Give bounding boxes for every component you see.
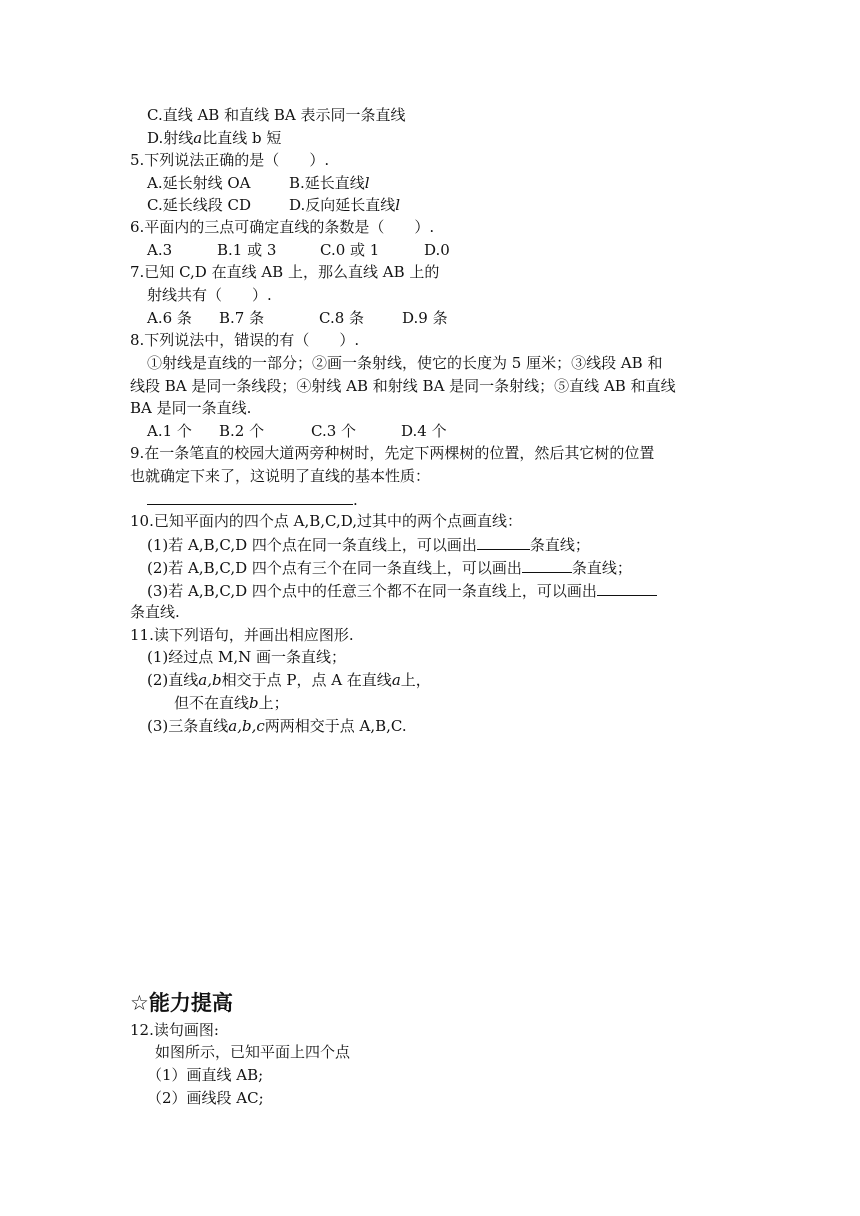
q6-options	[147, 239, 450, 261]
q10-part3-end: 条直线.	[130, 603, 180, 621]
q6-option-c: C.0 或 1	[320, 241, 380, 259]
q8-option-a: A.1 个	[147, 422, 192, 440]
q5-option-a: A.延长射线 OA	[147, 174, 251, 192]
q10-part3: (3)若 A,B,C,D 四个点中的任意三个都不在同一条直线上，可以画出	[147, 579, 657, 602]
q12-part2: （2）画线段 AC;	[147, 1089, 264, 1107]
q10-part2: (2)若 A,B,C,D 四个点有三个在同一条直线上，可以画出 条直线；	[147, 556, 632, 579]
q10-part1-blank[interactable]	[477, 533, 530, 550]
q5-option-d: D.反向延长直线l	[289, 196, 401, 214]
q7-option-b: B.7 条	[219, 309, 265, 327]
q7-stem-line1: 7.已知 C,D 在直线 AB 上，那么直线 AB 上的	[130, 263, 440, 281]
q9-line1: 9.在一条笔直的校园大道两旁种树时，先定下两棵树的位置，然后其它树的位置	[130, 444, 655, 462]
q12-intro: 如图所示，已知平面上四个点	[155, 1043, 351, 1061]
q11-part3: (3)三条直线a,b,c两两相交于点 A,B,C.	[147, 717, 407, 735]
q8-stem: 8.下列说法中，错误的有（ ）.	[130, 331, 360, 349]
q8-body-line1: ①射线是直线的一部分；②画一条射线，使它的长度为 5 厘米；③线段 AB 和	[147, 354, 663, 372]
q8-option-d: D.4 个	[401, 422, 447, 440]
q7-option-d: D.9 条	[402, 309, 448, 327]
q10-part2-blank[interactable]	[522, 556, 572, 573]
q9-line2: 也就确定下来了，这说明了直线的基本性质：	[130, 467, 431, 485]
q6-option-d: D.0	[424, 241, 450, 259]
q7-stem-line2: 射线共有（ ）.	[147, 286, 272, 304]
q10-stem: 10.已知平面内的四个点 A,B,C,D,过其中的两个点画直线：	[130, 512, 522, 530]
q6-option-a: A.3	[147, 241, 173, 259]
q11-part2: (2)直线a,b相交于点 P，点 A 在直线a上，	[147, 671, 431, 689]
section-heading: ☆能力提高	[130, 991, 233, 1015]
q11-part1: (1)经过点 M,N 画一条直线；	[147, 648, 347, 666]
q9-answer-line: .	[147, 488, 358, 511]
q7-options	[147, 307, 448, 329]
q8-options	[147, 420, 447, 442]
q5-option-b: B.延长直线l	[289, 174, 370, 192]
q6-option-b: B.1 或 3	[217, 241, 277, 259]
q11-stem: 11.读下列语句，并画出相应图形.	[130, 626, 354, 644]
q8-body-line2: 线段 BA 是同一条线段；④射线 AB 和射线 BA 是同一条射线；⑤直线 AB 和直线	[130, 377, 676, 395]
q5-options-row1	[147, 172, 370, 194]
q12-part1: （1）画直线 AB;	[147, 1066, 264, 1084]
q9-answer-blank[interactable]	[147, 488, 353, 505]
q5-options-row2	[147, 194, 400, 216]
q10-part1: (1)若 A,B,C,D 四个点在同一条直线上，可以画出 条直线；	[147, 533, 590, 556]
q6-stem: 6.平面内的三点可确定直线的条数是（ ）.	[130, 218, 435, 236]
q8-option-b: B.2 个	[219, 422, 265, 440]
q11-part2-cont: 但不在直线b上；	[174, 694, 289, 712]
q4-option-c: C.直线 AB 和直线 BA 表示同一条直线	[147, 106, 406, 124]
q12-stem: 12.读句画图:	[130, 1021, 219, 1039]
q8-option-c: C.3 个	[311, 422, 357, 440]
q4-option-d: D.射线a比直线 b 短	[147, 129, 282, 147]
q5-stem: 5.下列说法正确的是（ ）.	[130, 151, 330, 169]
q5-option-c: C.延长线段 CD	[147, 196, 251, 214]
q7-option-a: A.6 条	[147, 309, 192, 327]
q7-option-c: C.8 条	[319, 309, 365, 327]
q10-part3-blank[interactable]	[597, 579, 657, 596]
q8-body-line3: BA 是同一条直线.	[130, 399, 252, 417]
